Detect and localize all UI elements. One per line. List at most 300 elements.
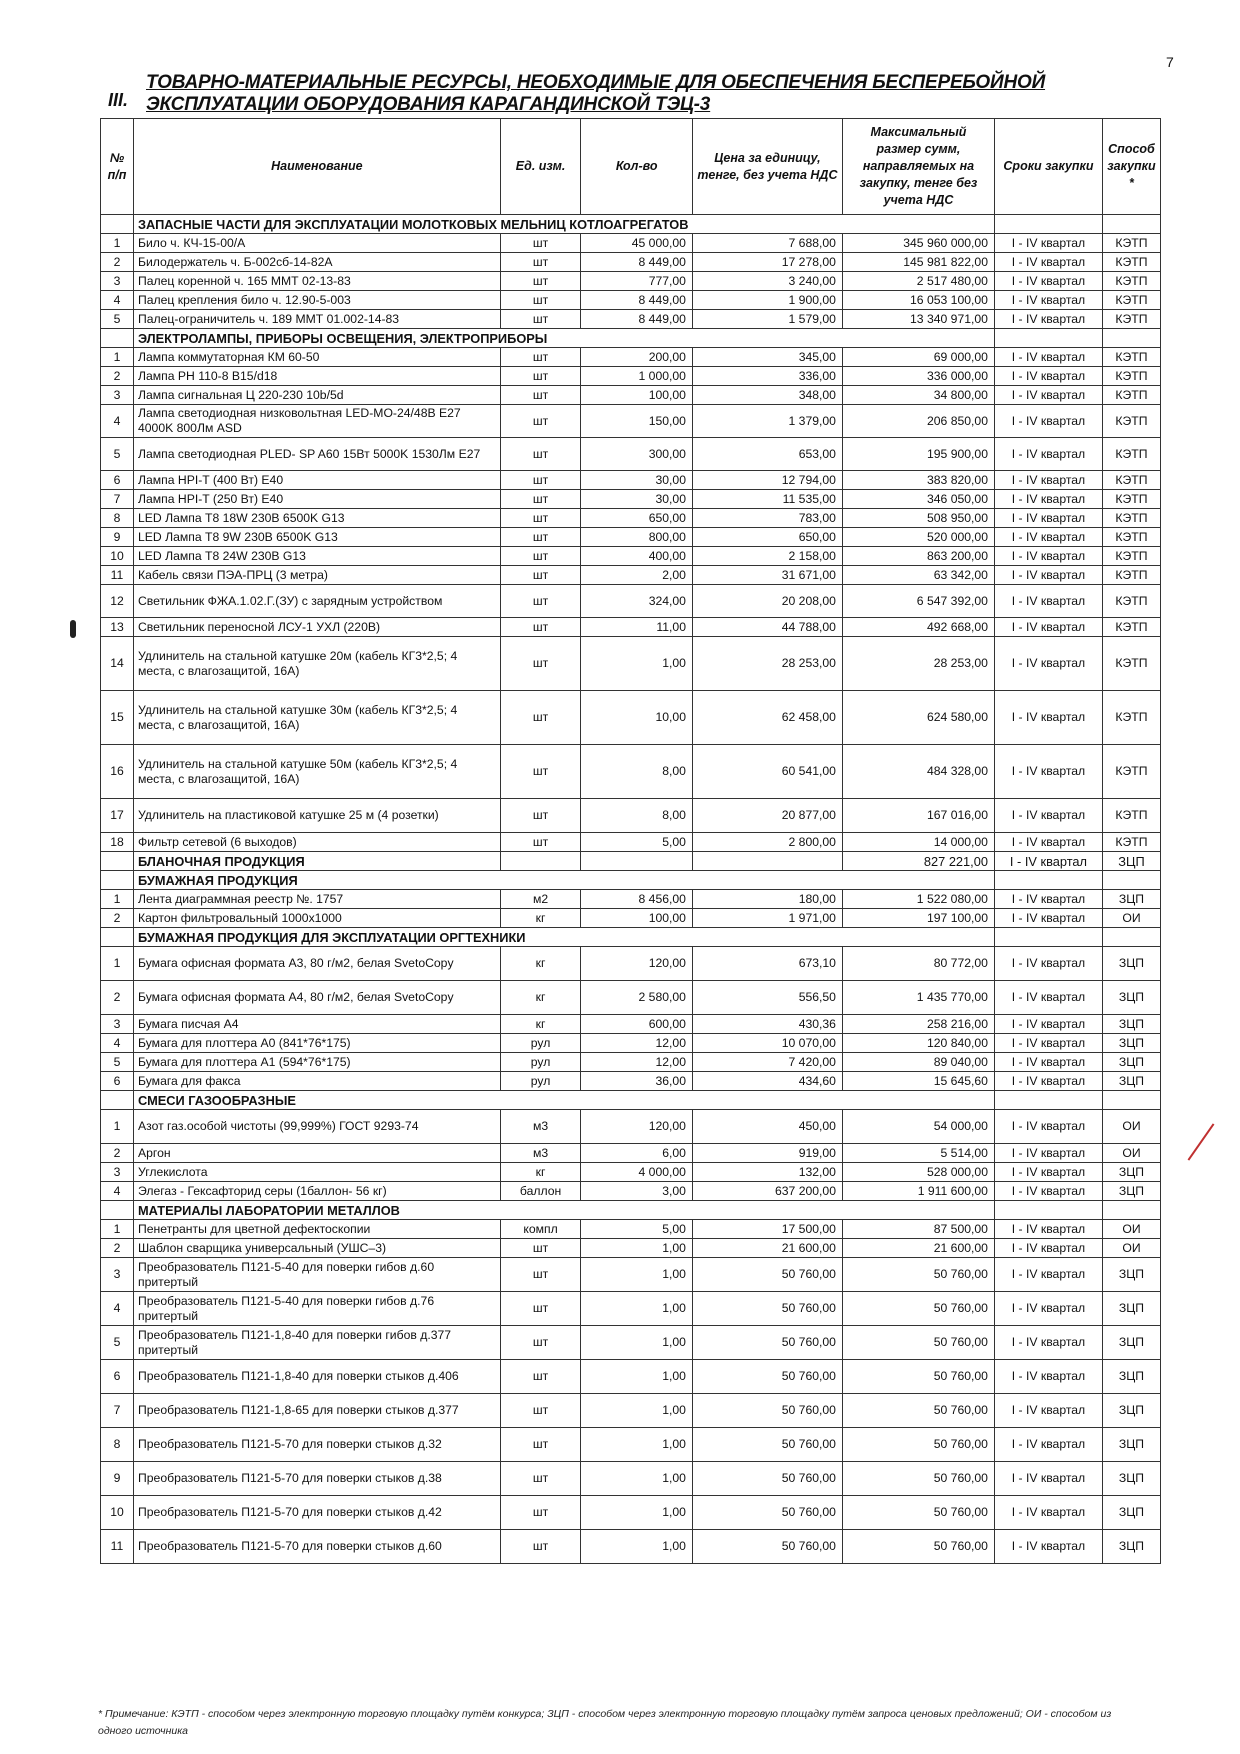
- method-cell: ЗЦП: [1102, 1015, 1160, 1034]
- method-cell: КЭТП: [1102, 585, 1160, 618]
- method-cell: КЭТП: [1102, 405, 1160, 438]
- table-row: [101, 909, 1161, 928]
- method-cell: КЭТП: [1102, 528, 1160, 547]
- pen-mark: [1188, 1123, 1215, 1160]
- unit-cell: шт: [500, 509, 581, 528]
- qty-cell: 650,00: [581, 509, 693, 528]
- row-number-cell: 4: [101, 291, 134, 310]
- max-sum-cell: 258 216,00: [842, 1015, 994, 1034]
- qty-cell: 45 000,00: [581, 234, 693, 253]
- qty-cell: 100,00: [581, 909, 693, 928]
- unit-price-cell: 132,00: [692, 1163, 842, 1182]
- unit-price-cell: 17 278,00: [692, 253, 842, 272]
- section-empty-cell: [1102, 215, 1160, 234]
- unit-cell: рул: [500, 1034, 581, 1053]
- section-number-cell: [101, 928, 134, 947]
- term-cell: I - IV квартал: [994, 1220, 1102, 1239]
- unit-cell: шт: [500, 253, 581, 272]
- table-header-row: [101, 119, 1161, 215]
- table-row: [101, 566, 1161, 585]
- max-sum-cell: 50 760,00: [842, 1428, 994, 1462]
- unit-cell: м3: [500, 1144, 581, 1163]
- term-cell: I - IV квартал: [994, 438, 1102, 471]
- max-sum-cell: 120 840,00: [842, 1034, 994, 1053]
- qty-cell: 2 580,00: [581, 981, 693, 1015]
- title-line-1: ТОВАРНО-МАТЕРИАЛЬНЫЕ РЕСУРСЫ, НЕОБХОДИМЫЕ ДЛЯ ОБЕСПЕЧЕНИЯ БЕСПЕРЕБОЙНОЙ: [146, 72, 1046, 93]
- term-cell: I - IV квартал: [994, 1530, 1102, 1564]
- unit-cell: шт: [500, 1394, 581, 1428]
- term-cell: I - IV квартал: [994, 490, 1102, 509]
- qty-cell: 1,00: [581, 1462, 693, 1496]
- method-cell: КЭТП: [1102, 509, 1160, 528]
- unit-cell: шт: [500, 1360, 581, 1394]
- table-row: [101, 1144, 1161, 1163]
- max-sum-cell: 863 200,00: [842, 547, 994, 566]
- row-number-cell: 15: [101, 691, 134, 745]
- unit-price-cell: 44 788,00: [692, 618, 842, 637]
- unit-price-cell: 7 420,00: [692, 1053, 842, 1072]
- item-name-cell: Удлинитель на пластиковой катушке 25 м (4 розетки): [134, 799, 501, 833]
- unit-price-cell: 450,00: [692, 1110, 842, 1144]
- row-number-cell: 17: [101, 799, 134, 833]
- section-gap-cell: [692, 329, 994, 348]
- max-sum-cell: 69 000,00: [842, 348, 994, 367]
- term-cell: I - IV квартал: [994, 745, 1102, 799]
- unit-cell: кг: [500, 1163, 581, 1182]
- table-row: [101, 1496, 1161, 1530]
- term-cell: I - IV квартал: [994, 1034, 1102, 1053]
- unit-cell: шт: [500, 618, 581, 637]
- term-cell: I - IV квартал: [994, 310, 1102, 329]
- item-name-cell: LED Лампа T8 9W 230В 6500K G13: [134, 528, 501, 547]
- max-sum-cell: 13 340 971,00: [842, 310, 994, 329]
- term-cell: I - IV квартал: [994, 1110, 1102, 1144]
- table-row: [101, 745, 1161, 799]
- term-cell: I - IV квартал: [994, 234, 1102, 253]
- unit-price-cell: 7 688,00: [692, 234, 842, 253]
- max-sum-cell: 63 342,00: [842, 566, 994, 585]
- table-row: [101, 947, 1161, 981]
- qty-cell: 1,00: [581, 1530, 693, 1564]
- qty-cell: 1,00: [581, 1394, 693, 1428]
- qty-cell: 8 449,00: [581, 253, 693, 272]
- unit-cell: м3: [500, 1110, 581, 1144]
- table-row: [101, 386, 1161, 405]
- section-empty-cell: [994, 1201, 1102, 1220]
- method-cell: КЭТП: [1102, 471, 1160, 490]
- unit-price-cell: 50 760,00: [692, 1530, 842, 1564]
- row-number-cell: 5: [101, 310, 134, 329]
- row-number-cell: 1: [101, 890, 134, 909]
- table-row: [101, 1163, 1161, 1182]
- method-cell: ЗЦП: [1102, 852, 1160, 871]
- unit-price-cell: 1 579,00: [692, 310, 842, 329]
- unit-cell: шт: [500, 405, 581, 438]
- method-cell: ЗЦП: [1102, 1462, 1160, 1496]
- row-number-cell: 4: [101, 1034, 134, 1053]
- term-cell: I - IV квартал: [994, 1360, 1102, 1394]
- page-title: [146, 72, 1045, 116]
- section-title: МАТЕРИАЛЫ ЛАБОРАТОРИИ МЕТАЛЛОВ: [134, 1201, 693, 1220]
- unit-cell: шт: [500, 799, 581, 833]
- max-sum-cell: 50 760,00: [842, 1292, 994, 1326]
- section-gap-cell: [692, 215, 994, 234]
- unit-price-cell: 10 070,00: [692, 1034, 842, 1053]
- max-sum-cell: 54 000,00: [842, 1110, 994, 1144]
- row-number-cell: 2: [101, 367, 134, 386]
- row-number-cell: 18: [101, 833, 134, 852]
- qty-cell: 1,00: [581, 1239, 693, 1258]
- row-number-cell: 1: [101, 1220, 134, 1239]
- item-name-cell: Удлинитель на стальной катушке 30м (кабель КГ3*2,5; 4 места, с влагозащитой, 16А): [134, 691, 501, 745]
- unit-price-cell: 11 535,00: [692, 490, 842, 509]
- table-row: [101, 310, 1161, 329]
- qty-cell: 100,00: [581, 386, 693, 405]
- unit-price-cell: 12 794,00: [692, 471, 842, 490]
- max-sum-cell: 167 016,00: [842, 799, 994, 833]
- max-sum-cell: 6 547 392,00: [842, 585, 994, 618]
- section-total-row: [101, 852, 1161, 871]
- unit-price-cell: 50 760,00: [692, 1462, 842, 1496]
- table-row: [101, 367, 1161, 386]
- term-cell: I - IV квартал: [994, 585, 1102, 618]
- row-number-cell: 11: [101, 566, 134, 585]
- unit-price-cell: 1 379,00: [692, 405, 842, 438]
- max-sum-cell: 50 760,00: [842, 1496, 994, 1530]
- row-number-cell: 6: [101, 1360, 134, 1394]
- method-cell: ЗЦП: [1102, 1034, 1160, 1053]
- term-cell: I - IV квартал: [994, 1462, 1102, 1496]
- table-row: [101, 490, 1161, 509]
- unit-cell: шт: [500, 637, 581, 691]
- qty-cell: 200,00: [581, 348, 693, 367]
- section-header-row: [101, 215, 1161, 234]
- resources-table-container: [100, 118, 1161, 1564]
- item-name-cell: Преобразователь П121-5-40 для поверки гибов д.60 притертый: [134, 1258, 501, 1292]
- method-cell: КЭТП: [1102, 386, 1160, 405]
- item-name-cell: Билодержатель ч. Б-002сб-14-82А: [134, 253, 501, 272]
- method-cell: ЗЦП: [1102, 1428, 1160, 1462]
- section-header-row: [101, 1091, 1161, 1110]
- table-row: [101, 1428, 1161, 1462]
- max-sum-cell: 345 960 000,00: [842, 234, 994, 253]
- max-sum-cell: 206 850,00: [842, 405, 994, 438]
- term-cell: I - IV квартал: [994, 947, 1102, 981]
- max-sum-cell: 383 820,00: [842, 471, 994, 490]
- table-row: [101, 1034, 1161, 1053]
- term-cell: I - IV квартал: [994, 833, 1102, 852]
- section-number-cell: [101, 871, 134, 890]
- item-name-cell: Бумага офисная формата А4, 80 г/м2, белая SvetoCopy: [134, 981, 501, 1015]
- table-row: [101, 1462, 1161, 1496]
- item-name-cell: Преобразователь П121-1,8-40 для поверки гибов д.377 притертый: [134, 1326, 501, 1360]
- max-sum-cell: 827 221,00: [842, 852, 994, 871]
- unit-price-cell: 20 208,00: [692, 585, 842, 618]
- term-cell: I - IV квартал: [994, 1326, 1102, 1360]
- col-header-unit-price: Цена за единицу, тенге, без учета НДС: [692, 119, 842, 215]
- row-number-cell: 11: [101, 1530, 134, 1564]
- unit-cell: шт: [500, 471, 581, 490]
- table-row: [101, 1110, 1161, 1144]
- item-name-cell: Светильник ФЖА.1.02.Г.(ЗУ) с зарядным устройством: [134, 585, 501, 618]
- table-row: [101, 799, 1161, 833]
- unit-price-cell: 50 760,00: [692, 1360, 842, 1394]
- row-number-cell: 8: [101, 1428, 134, 1462]
- unit-cell: шт: [500, 272, 581, 291]
- item-name-cell: Лампа светодиодная низковольтная LED-MO-24/48В E27 4000K 800Лм ASD: [134, 405, 501, 438]
- method-cell: КЭТП: [1102, 438, 1160, 471]
- row-number-cell: 6: [101, 1072, 134, 1091]
- page-number: 7: [1166, 54, 1174, 70]
- method-cell: ЗЦП: [1102, 1053, 1160, 1072]
- qty-cell: 800,00: [581, 528, 693, 547]
- max-sum-cell: 16 053 100,00: [842, 291, 994, 310]
- item-name-cell: Бумага для плоттера А1 (594*76*175): [134, 1053, 501, 1072]
- unit-cell: шт: [500, 1258, 581, 1292]
- section-empty-cell: [994, 215, 1102, 234]
- method-cell: КЭТП: [1102, 490, 1160, 509]
- unit-cell: шт: [500, 745, 581, 799]
- unit-cell: шт: [500, 234, 581, 253]
- term-cell: I - IV квартал: [994, 386, 1102, 405]
- qty-cell: 12,00: [581, 1053, 693, 1072]
- item-name-cell: Палец коренной ч. 165 ММТ 02-13-83: [134, 272, 501, 291]
- unit-price-cell: 919,00: [692, 1144, 842, 1163]
- qty-cell: 30,00: [581, 490, 693, 509]
- item-name-cell: Удлинитель на стальной катушке 20м (кабель КГ3*2,5; 4 места, с влагозащитой, 16А): [134, 637, 501, 691]
- method-cell: ОИ: [1102, 1239, 1160, 1258]
- max-sum-cell: 50 760,00: [842, 1326, 994, 1360]
- max-sum-cell: 2 517 480,00: [842, 272, 994, 291]
- table-row: [101, 405, 1161, 438]
- row-number-cell: 5: [101, 1053, 134, 1072]
- unit-price-cell: 50 760,00: [692, 1326, 842, 1360]
- max-sum-cell: 624 580,00: [842, 691, 994, 745]
- method-cell: ЗЦП: [1102, 1072, 1160, 1091]
- unit-cell: шт: [500, 1292, 581, 1326]
- section-header-row: [101, 1201, 1161, 1220]
- max-sum-cell: 336 000,00: [842, 367, 994, 386]
- unit-price-cell: 1 971,00: [692, 909, 842, 928]
- section-number-cell: [101, 852, 134, 871]
- section-header-row: [101, 871, 1161, 890]
- item-name-cell: Преобразователь П121-5-70 для поверки стыков д.32: [134, 1428, 501, 1462]
- section-number-cell: [101, 329, 134, 348]
- table-row: [101, 272, 1161, 291]
- method-cell: ЗЦП: [1102, 1394, 1160, 1428]
- qty-cell: 324,00: [581, 585, 693, 618]
- item-name-cell: Преобразователь П121-5-70 для поверки стыков д.60: [134, 1530, 501, 1564]
- item-name-cell: Элегаз - Гексафторид серы (1баллон- 56 кг): [134, 1182, 501, 1201]
- unit-cell: шт: [500, 1530, 581, 1564]
- table-row: [101, 1239, 1161, 1258]
- qty-cell: 4 000,00: [581, 1163, 693, 1182]
- table-row: [101, 528, 1161, 547]
- table-row: [101, 438, 1161, 471]
- qty-cell: 11,00: [581, 618, 693, 637]
- term-cell: I - IV квартал: [994, 909, 1102, 928]
- max-sum-cell: 21 600,00: [842, 1239, 994, 1258]
- col-header-qty: Кол-во: [581, 119, 693, 215]
- max-sum-cell: 50 760,00: [842, 1360, 994, 1394]
- term-cell: I - IV квартал: [994, 691, 1102, 745]
- unit-price-cell: 783,00: [692, 509, 842, 528]
- unit-price-cell: 180,00: [692, 890, 842, 909]
- term-cell: I - IV квартал: [994, 367, 1102, 386]
- col-header-number: № п/п: [101, 119, 134, 215]
- table-row: [101, 348, 1161, 367]
- table-row: [101, 547, 1161, 566]
- item-name-cell: Лента диаграммная реестр №. 1757: [134, 890, 501, 909]
- section-number-cell: [101, 1201, 134, 1220]
- table-row: [101, 890, 1161, 909]
- method-cell: ОИ: [1102, 1144, 1160, 1163]
- unit-cell: кг: [500, 947, 581, 981]
- max-sum-cell: 1 522 080,00: [842, 890, 994, 909]
- unit-cell: компл: [500, 1220, 581, 1239]
- max-sum-cell: 14 000,00: [842, 833, 994, 852]
- item-name-cell: Палец-ограничитель ч. 189 ММТ 01.002-14-83: [134, 310, 501, 329]
- row-number-cell: 13: [101, 618, 134, 637]
- section-title: БЛАНОЧНАЯ ПРОДУКЦИЯ: [134, 852, 501, 871]
- unit-price-cell: 20 877,00: [692, 799, 842, 833]
- method-cell: ОИ: [1102, 1220, 1160, 1239]
- qty-cell: 8 449,00: [581, 291, 693, 310]
- qty-cell: 120,00: [581, 947, 693, 981]
- max-sum-cell: 28 253,00: [842, 637, 994, 691]
- qty-cell: 36,00: [581, 1072, 693, 1091]
- unit-price-cell: 3 240,00: [692, 272, 842, 291]
- max-sum-cell: 50 760,00: [842, 1530, 994, 1564]
- section-empty-cell: [1102, 329, 1160, 348]
- term-cell: I - IV квартал: [994, 1258, 1102, 1292]
- section-title: ЗАПАСНЫЕ ЧАСТИ ДЛЯ ЭКСПЛУАТАЦИИ МОЛОТКОВЫХ МЕЛЬНИЦ КОТЛОАГРЕГАТОВ: [134, 215, 693, 234]
- method-cell: ЗЦП: [1102, 1530, 1160, 1564]
- section-number-cell: [101, 215, 134, 234]
- item-name-cell: Светильник переносной ЛСУ-1 УХЛ (220В): [134, 618, 501, 637]
- unit-cell: шт: [500, 547, 581, 566]
- row-number-cell: 6: [101, 471, 134, 490]
- unit-cell: шт: [500, 348, 581, 367]
- max-sum-cell: 1 435 770,00: [842, 981, 994, 1015]
- unit-price-cell: 50 760,00: [692, 1496, 842, 1530]
- term-cell: I - IV квартал: [994, 547, 1102, 566]
- unit-cell: шт: [500, 833, 581, 852]
- item-name-cell: Азот газ.особой чистоты (99,999%) ГОСТ 9293-74: [134, 1110, 501, 1144]
- max-sum-cell: 50 760,00: [842, 1462, 994, 1496]
- unit-price-cell: 50 760,00: [692, 1428, 842, 1462]
- term-cell: I - IV квартал: [994, 637, 1102, 691]
- section-number-cell: [101, 1091, 134, 1110]
- section-gap-cell: [692, 1201, 994, 1220]
- item-name-cell: Кабель связи ПЭА-ПРЦ (3 метра): [134, 566, 501, 585]
- max-sum-cell: 89 040,00: [842, 1053, 994, 1072]
- unit-price-cell: 50 760,00: [692, 1258, 842, 1292]
- footnote: * Примечание: КЭТП - способом через электронную торговую площадку путём конкурса; ЗЦП - способом через электронную торговую площадку путём запроса ценовых предложений; ОИ - способом из одного источника: [98, 1708, 1112, 1737]
- row-number-cell: 9: [101, 1462, 134, 1496]
- table-row: [101, 618, 1161, 637]
- qty-cell: 1,00: [581, 1496, 693, 1530]
- section-empty-cell: [1102, 871, 1160, 890]
- section-empty-cell: [1102, 928, 1160, 947]
- table-row: [101, 234, 1161, 253]
- method-cell: ОИ: [1102, 909, 1160, 928]
- row-number-cell: 2: [101, 981, 134, 1015]
- section-empty-cell: [994, 1091, 1102, 1110]
- method-cell: КЭТП: [1102, 691, 1160, 745]
- max-sum-cell: 484 328,00: [842, 745, 994, 799]
- table-row: [101, 637, 1161, 691]
- item-name-cell: Лампа РН 110-8 B15/d18: [134, 367, 501, 386]
- term-cell: I - IV квартал: [994, 799, 1102, 833]
- term-cell: I - IV квартал: [994, 405, 1102, 438]
- table-row: [101, 509, 1161, 528]
- empty-cell: [500, 852, 581, 871]
- qty-cell: 120,00: [581, 1110, 693, 1144]
- max-sum-cell: 80 772,00: [842, 947, 994, 981]
- method-cell: КЭТП: [1102, 291, 1160, 310]
- section-empty-cell: [1102, 1091, 1160, 1110]
- max-sum-cell: 520 000,00: [842, 528, 994, 547]
- scan-binding-mark: [70, 620, 76, 638]
- row-number-cell: 2: [101, 909, 134, 928]
- max-sum-cell: 34 800,00: [842, 386, 994, 405]
- unit-cell: шт: [500, 367, 581, 386]
- method-cell: КЭТП: [1102, 348, 1160, 367]
- row-number-cell: 1: [101, 1110, 134, 1144]
- unit-price-cell: 50 760,00: [692, 1292, 842, 1326]
- item-name-cell: Картон фильтровальный 1000x1000: [134, 909, 501, 928]
- row-number-cell: 2: [101, 1239, 134, 1258]
- term-cell: I - IV квартал: [994, 348, 1102, 367]
- qty-cell: 5,00: [581, 833, 693, 852]
- qty-cell: 30,00: [581, 471, 693, 490]
- method-cell: ЗЦП: [1102, 1292, 1160, 1326]
- table-row: [101, 981, 1161, 1015]
- item-name-cell: Шаблон сварщика универсальный (УШС–3): [134, 1239, 501, 1258]
- item-name-cell: Лампа HPI-T (250 Вт) E40: [134, 490, 501, 509]
- method-cell: ЗЦП: [1102, 1496, 1160, 1530]
- unit-price-cell: 2 158,00: [692, 547, 842, 566]
- unit-cell: шт: [500, 1462, 581, 1496]
- max-sum-cell: 346 050,00: [842, 490, 994, 509]
- term-cell: I - IV квартал: [994, 566, 1102, 585]
- item-name-cell: LED Лампа T8 18W 230В 6500K G13: [134, 509, 501, 528]
- section-gap-cell: [692, 1091, 994, 1110]
- unit-cell: шт: [500, 1496, 581, 1530]
- row-number-cell: 8: [101, 509, 134, 528]
- row-number-cell: 4: [101, 405, 134, 438]
- item-name-cell: Фильтр сетевой (6 выходов): [134, 833, 501, 852]
- qty-cell: 8 449,00: [581, 310, 693, 329]
- method-cell: ЗЦП: [1102, 981, 1160, 1015]
- item-name-cell: LED Лампа T8 24W 230В G13: [134, 547, 501, 566]
- section-title: БУМАЖНАЯ ПРОДУКЦИЯ ДЛЯ ЭКСПЛУАТАЦИИ ОРГТЕХНИКИ: [134, 928, 693, 947]
- term-cell: I - IV квартал: [994, 1292, 1102, 1326]
- item-name-cell: Лампа сигнальная Ц 220-230 10b/5d: [134, 386, 501, 405]
- section-gap-cell: [692, 871, 994, 890]
- table-row: [101, 1394, 1161, 1428]
- method-cell: КЭТП: [1102, 799, 1160, 833]
- unit-cell: шт: [500, 1326, 581, 1360]
- term-cell: I - IV квартал: [994, 1072, 1102, 1091]
- unit-price-cell: 653,00: [692, 438, 842, 471]
- method-cell: ЗЦП: [1102, 1326, 1160, 1360]
- method-cell: КЭТП: [1102, 234, 1160, 253]
- term-cell: I - IV квартал: [994, 852, 1102, 871]
- row-number-cell: 14: [101, 637, 134, 691]
- qty-cell: 10,00: [581, 691, 693, 745]
